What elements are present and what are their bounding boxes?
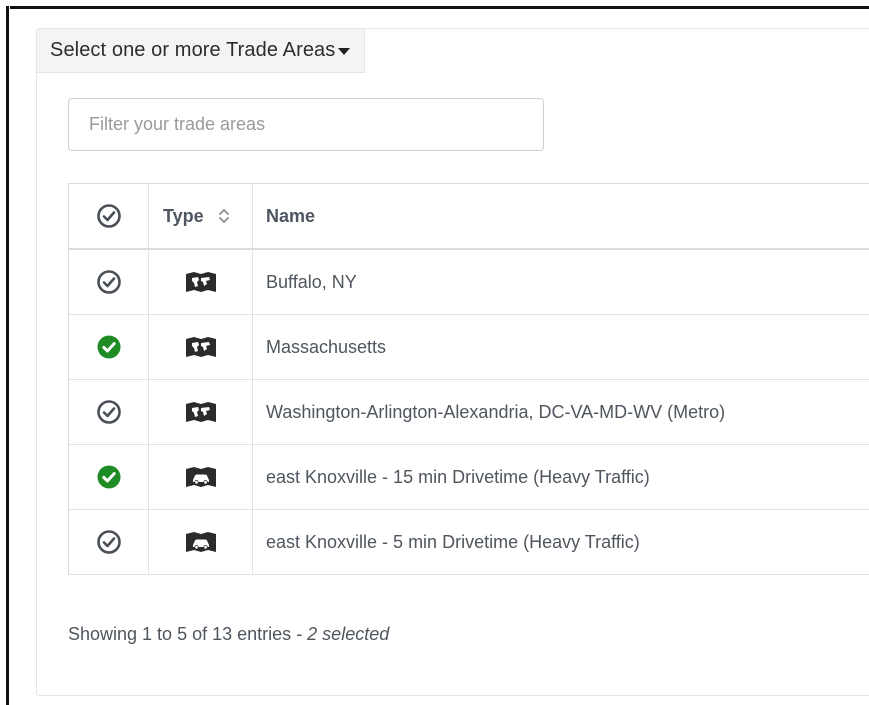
row-name-cell[interactable] xyxy=(253,380,869,444)
table-body xyxy=(69,250,869,575)
row-type-cell xyxy=(149,510,253,574)
table-info xyxy=(68,624,389,645)
row-name-cell[interactable] xyxy=(253,510,869,574)
map-icon xyxy=(184,269,218,295)
window-top-border xyxy=(10,6,869,9)
row-type-cell xyxy=(149,445,253,509)
map-icon xyxy=(184,334,218,360)
row-type-cell xyxy=(149,380,253,444)
trade-area-name: Buffalo, NY xyxy=(266,271,357,292)
car-map-icon xyxy=(184,464,218,490)
select-all-header[interactable] xyxy=(69,184,149,248)
row-name-cell[interactable] xyxy=(253,315,869,379)
row-type-cell xyxy=(149,315,253,379)
sort-icon[interactable] xyxy=(218,207,230,225)
row-select-cell[interactable] xyxy=(69,315,149,379)
map-icon xyxy=(184,399,218,425)
trade-area-name: Massachusetts xyxy=(266,336,387,357)
check-selected-icon[interactable] xyxy=(96,334,122,360)
row-name-cell[interactable] xyxy=(253,445,869,509)
table-row[interactable] xyxy=(69,380,869,445)
entries-count-text: Showing 1 to 5 of 13 entries xyxy=(68,624,292,644)
row-select-cell[interactable] xyxy=(69,510,149,574)
row-select-cell[interactable] xyxy=(69,445,149,509)
row-select-cell[interactable] xyxy=(69,250,149,314)
trade-area-name: Washington-Arlington-Alexandria, DC-VA-MD-WV (Metro) xyxy=(266,401,726,422)
check-unselected-icon[interactable] xyxy=(96,529,122,555)
check-selected-icon[interactable] xyxy=(96,464,122,490)
select-all-check-icon[interactable] xyxy=(96,203,122,229)
dropdown-label: Select one or more Trade Areas xyxy=(50,39,336,61)
type-column-label: Type xyxy=(163,205,204,226)
trade-area-name: east Knoxville - 15 min Drivetime (Heavy Traffic) xyxy=(266,466,650,487)
trade-area-name: east Knoxville - 5 min Drivetime (Heavy Traffic) xyxy=(266,531,640,552)
filter-trade-areas-input[interactable] xyxy=(68,98,544,151)
window-left-border xyxy=(6,6,9,705)
table-row[interactable] xyxy=(69,315,869,380)
type-column-header[interactable] xyxy=(149,184,253,248)
row-type-cell xyxy=(149,250,253,314)
name-column-label: Name xyxy=(266,205,316,226)
trade-areas-table xyxy=(68,183,869,575)
trade-areas-dropdown-button[interactable] xyxy=(37,29,365,73)
check-unselected-icon[interactable] xyxy=(96,399,122,425)
row-name-cell[interactable] xyxy=(253,250,869,314)
table-header-row xyxy=(69,184,869,250)
selected-count-text: - 2 selected xyxy=(296,624,390,644)
table-row[interactable] xyxy=(69,250,869,315)
name-column-header[interactable] xyxy=(253,184,869,248)
car-map-icon xyxy=(184,529,218,555)
table-row[interactable] xyxy=(69,510,869,575)
caret-down-icon xyxy=(338,48,350,55)
row-select-cell[interactable] xyxy=(69,380,149,444)
check-unselected-icon[interactable] xyxy=(96,269,122,295)
table-row[interactable] xyxy=(69,445,869,510)
